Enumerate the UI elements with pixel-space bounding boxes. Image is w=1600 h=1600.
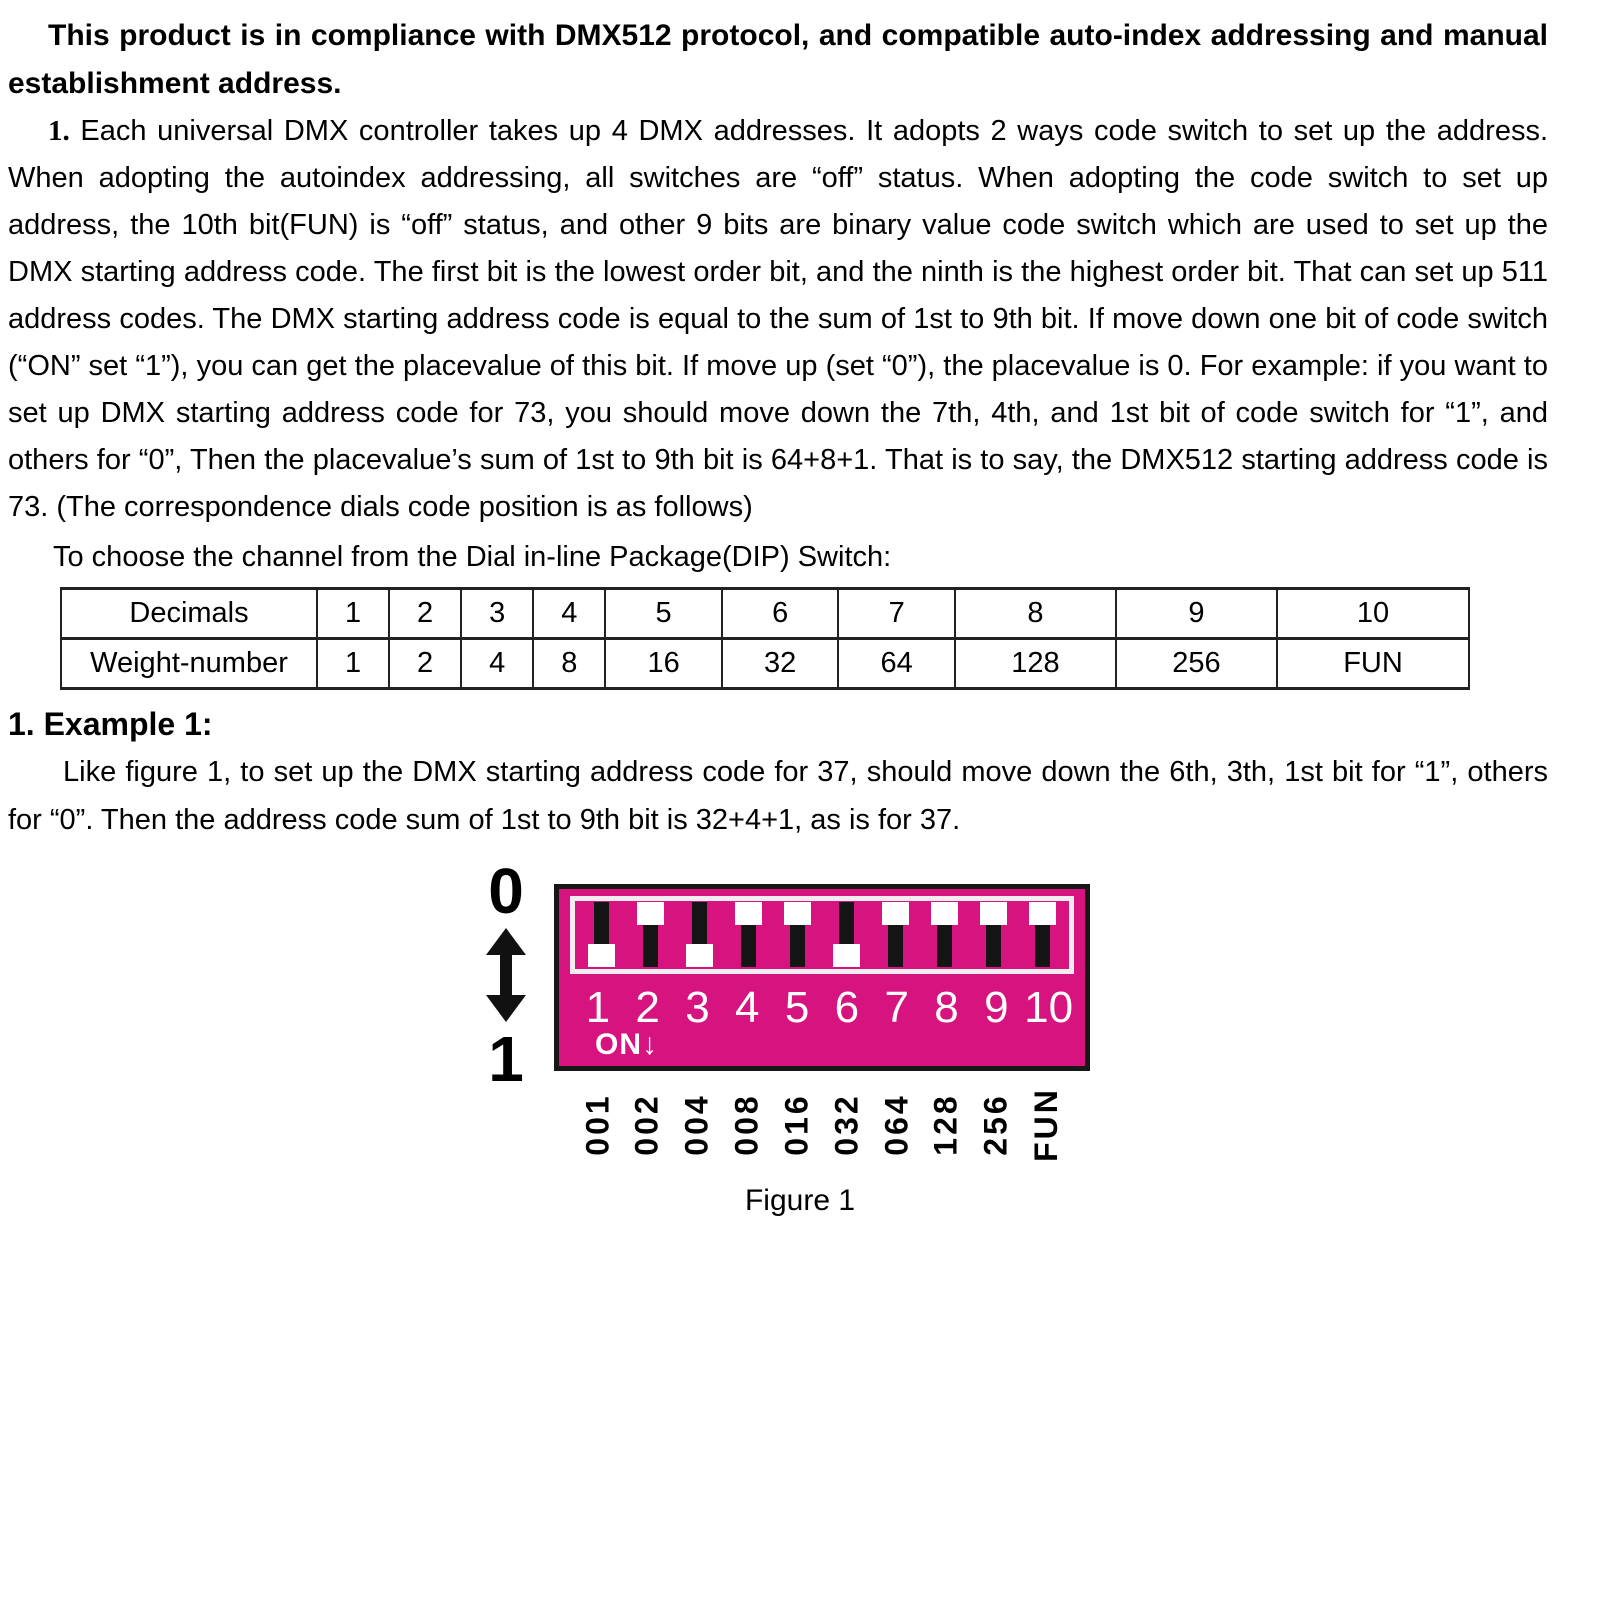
paragraph-text: Each universal DMX controller takes up 4 DMX addresses. It adopts 2 ways code switch to set up the address. When adopting the autoindex addressing, all switches are “off” status. When adopting the code switch to set up address, the 10th bit(FUN) is “off” status, and other 9 bits are binary value code switch which are used to set up the DMX starting address code. The first bit is the lowest order bit, and the ninth is the highest order bit. That can set up 511 address codes. The DMX starting address code is equal to the sum of 1st to 9th bit. If move down one bit of code switch (“ON” set “1”), you can get the placevalue of this bit. If move up (set “0”), the placevalue is 0. For example: if you want to set up DMX starting address code for 73, you should move down the 7th, 4th, and 1st bit of code switch for “1”, and others for “0”, Then the placevalue’s sum of 1st to 9th bit is 64+8+1. That is to say, the DMX512 starting address code is 73. (The correspondence dials code position is as follows) [8,115,1549,523]
table-cell: 128 [955,639,1116,689]
switch-knob [1029,902,1056,925]
table-cell: 64 [838,639,955,689]
switch-number: 2 [635,983,660,1032]
dip-number-row [570,983,1074,1033]
switch-number: 6 [834,983,860,1032]
weight-label-text: 008 [728,1092,765,1156]
weight-label [725,1074,769,1174]
dip-switch [971,902,1015,969]
up-down-arrow-icon [484,928,528,1022]
switch-knob [980,902,1007,925]
weight-label-text: 128 [928,1092,965,1156]
weight-label-text: FUN [1027,1086,1064,1162]
table-cell: 4 [533,589,605,639]
table-cell: 4 [461,639,533,689]
weight-label-text: 002 [629,1092,666,1156]
table-cell: 5 [605,589,722,639]
table-cell: 16 [605,639,722,689]
weight-label-text: 032 [828,1092,865,1156]
table-row [61,639,1469,689]
dip-switch [922,902,966,969]
switch-slot [839,902,854,944]
weight-label [825,1074,869,1174]
paragraph-number: 1. [48,115,70,147]
switch-slot [790,925,805,967]
switch-knob [833,944,860,967]
dip-switch [824,902,868,969]
table-cell: 1 [317,639,389,689]
table-cell: 10 [1277,589,1469,639]
switch-number: 7 [884,983,909,1032]
weight-label [576,1074,620,1174]
figure-1 [0,855,1600,1246]
table-cell: 2 [389,639,461,689]
dip-switch [678,902,722,969]
switch-slot [986,925,1001,967]
switch-slot [1035,925,1050,967]
switch-number: 1 [585,983,611,1032]
table-cell: 2 [389,589,461,639]
switch-number: 5 [784,983,810,1032]
weight-label-text: 064 [878,1092,915,1156]
row-label-cell: Weight-number [61,639,317,689]
table-cell: 1 [317,589,389,639]
switch-knob [931,902,958,925]
weight-label [925,1074,969,1174]
dip-table-body [61,589,1469,689]
dip-switch [727,902,771,969]
switch-knob [735,902,762,925]
weight-label [775,1074,819,1174]
switch-slot [888,925,903,967]
addressing-paragraph [8,108,1548,531]
weight-label [1024,1074,1068,1174]
switch-knob [882,902,909,925]
figure-caption: Figure 1 [744,1184,856,1217]
switch-frame [570,896,1074,974]
weight-label [675,1074,719,1174]
switch-slot [643,925,658,967]
table-cell: 3 [461,589,533,639]
table-cell: 6 [722,589,839,639]
dip-switch [776,902,820,969]
table-cell: 32 [722,639,839,689]
dip-switch [873,902,917,969]
table-row [61,589,1469,639]
dip-switch [1020,902,1064,969]
weight-label-text: 016 [778,1092,815,1156]
position-1-label: 1 [488,1023,524,1095]
dip-switch-panel [554,884,1090,1071]
switch-slot [741,925,756,967]
switch-slot [937,925,952,967]
switch-number: 9 [984,983,1009,1032]
switch-knob [637,902,664,925]
dip-switch-row [575,901,1069,969]
on-direction-label: ON↓ [595,1028,658,1061]
table-cell: 8 [533,639,605,689]
table-cell: FUN [1277,639,1469,689]
table-cell: 8 [955,589,1116,639]
weight-label [875,1074,919,1174]
switch-number: 8 [934,983,959,1032]
switch-number: 4 [735,983,760,1032]
weight-label-text: 256 [977,1092,1014,1156]
example-heading: 1. Example 1: [8,706,213,742]
switch-slot [594,902,609,944]
position-0-label: 0 [488,855,524,927]
switch-number: 3 [685,983,710,1032]
dip-weight-table [60,587,1470,690]
dip-switch [580,902,624,969]
switch-knob [686,944,713,967]
dip-switch [629,902,673,969]
dip-instruction-line: To choose the channel from the Dial in-line Package(DIP) Switch: [53,541,892,573]
table-cell: 256 [1116,639,1277,689]
weight-label [626,1074,670,1174]
table-cell: 9 [1116,589,1277,639]
switch-position-indicator [470,855,542,1095]
intro-paragraph: This product is in compliance with DMX512 protocol, and compatible auto-index addressing and manual establishment address. [8,19,1548,100]
switch-knob [784,902,811,925]
switch-number: 10 [1024,983,1074,1032]
table-cell: 7 [838,589,955,639]
example-paragraph: Like figure 1, to set up the DMX starting address code for 37, should move down the 6th, 3th, 1st bit for “1”, others for “0”. Then the address code sum of 1st to 9th bit is 32+4+1, as is for 37. [8,756,1548,836]
weight-label-text: 004 [678,1092,715,1156]
weight-label [974,1074,1018,1174]
switch-knob [588,944,615,967]
row-label-cell: Decimals [61,589,317,639]
switch-slot [692,902,707,944]
weight-label-text: 001 [579,1092,616,1156]
dip-label-row [570,1074,1074,1174]
